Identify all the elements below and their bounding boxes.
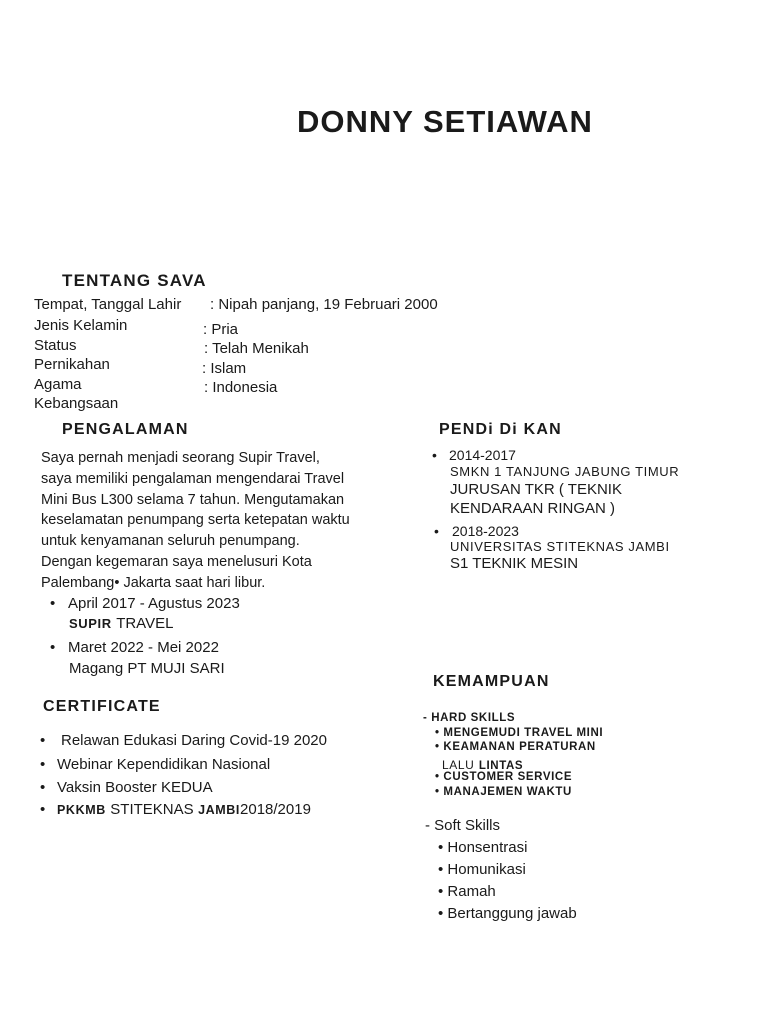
value-religion: : Islam	[202, 360, 247, 377]
label-nationality: Kebangsaan	[34, 395, 119, 412]
experience-role: Magang PT MUJI SARI	[69, 660, 225, 677]
certificate-item: Relawan Edukasi Daring Covid-19 2020	[61, 732, 327, 749]
cert-text: 2018/2019	[240, 801, 311, 818]
hard-skill-item: • MENGEMUDI TRAVEL MINI	[435, 727, 604, 739]
experience-heading: PENGALAMAN	[62, 421, 189, 438]
paragraph-line: saya memiliki pengalaman mengendarai Travel	[41, 470, 345, 487]
hard-skill-item: • MANAJEMEN WAKTU	[435, 786, 572, 798]
cert-bold: PKKMB	[57, 803, 106, 817]
soft-skill-item: • Bertanggung jawab	[438, 905, 577, 922]
education-school: SMKN 1 TANJUNG JABUNG TIMUR	[450, 464, 680, 479]
soft-skill-item: • Ramah	[438, 883, 496, 900]
skills-heading: KEMAMPUAN	[433, 673, 550, 690]
paragraph-line: Palembang• Jakarta saat hari libur.	[41, 574, 266, 591]
bullet-icon: •	[40, 801, 46, 818]
cont-bold: LINTAS	[478, 760, 524, 772]
experience-period: April 2017 - Agustus 2023	[68, 595, 240, 612]
birth-value: : Nipah panjang, 19 Februari 2000	[210, 296, 438, 313]
label-religion: Agama	[34, 376, 82, 393]
bullet-icon: •	[50, 595, 56, 612]
bullet-icon: •	[40, 779, 46, 796]
education-years: 2014-2017	[449, 447, 516, 463]
soft-skill-item: • Honsentrasi	[438, 839, 528, 856]
paragraph-line: untuk kenyamanan seluruh penumpang.	[41, 533, 300, 550]
role-rest: TRAVEL	[116, 615, 174, 632]
certificate-item: Vaksin Booster KEDUA	[57, 779, 213, 796]
label-marriage: Pernikahan	[34, 356, 110, 373]
paragraph-line: keselamatan penumpang serta ketepatan waktu	[41, 512, 350, 529]
education-major: KENDARAAN RINGAN )	[450, 500, 616, 517]
cert-text: STITEKNAS	[110, 801, 194, 818]
paragraph-line: Saya pernah menjadi seorang Supir Travel,	[41, 450, 320, 466]
role-bold: SUPIR	[69, 616, 112, 631]
bullet-icon: •	[432, 447, 437, 463]
about-heading: TENTANG SAVA	[62, 271, 207, 290]
value-nationality: : Indonesia	[204, 379, 278, 396]
cont-normal: LALU	[442, 758, 475, 772]
certificate-item	[57, 801, 311, 819]
experience-paragraph	[41, 448, 401, 594]
hard-skill-item: • CUSTOMER SERVICE	[435, 771, 573, 783]
cert-bold: JAMBI	[198, 803, 241, 817]
hard-skill-item: • KEAMANAN PERATURAN	[435, 741, 596, 753]
education-major: JURUSAN TKR ( TEKNIK	[450, 481, 622, 498]
bullet-icon: •	[50, 639, 56, 656]
label-gender: Jenis Kelamin	[34, 317, 128, 334]
hard-skills-title: - HARD SKILLS	[423, 712, 516, 724]
soft-skill-item: • Homunikasi	[438, 861, 526, 878]
birth-label: Tempat, Tanggal Lahir	[34, 296, 182, 313]
resume-name: DONNY SETIAWAN	[297, 104, 593, 139]
bullet-icon: •	[40, 732, 46, 749]
label-status: Status	[34, 337, 77, 354]
experience-role	[69, 615, 173, 633]
bullet-icon: •	[434, 523, 439, 539]
education-heading: PENDi Di KAN	[439, 421, 562, 438]
certificate-item: Webinar Kependidikan Nasional	[57, 756, 271, 773]
value-gender: : Pria	[203, 321, 239, 338]
value-status: : Telah Menikah	[204, 340, 309, 357]
soft-skills-title: - Soft Skills	[425, 817, 501, 834]
paragraph-line: Mini Bus L300 selama 7 tahun. Mengutamakan	[41, 491, 345, 508]
certificate-heading: CERTIFICATE	[43, 698, 161, 715]
bullet-icon: •	[40, 756, 46, 773]
paragraph-line: Dengan kegemaran saya menelusuri Kota	[41, 553, 312, 570]
education-school: UNIVERSITAS STITEKNAS JAMBI	[450, 539, 670, 554]
education-major: S1 TEKNIK MESIN	[450, 555, 579, 572]
education-years: 2018-2023	[452, 523, 519, 539]
experience-period: Maret 2022 - Mei 2022	[68, 639, 219, 656]
